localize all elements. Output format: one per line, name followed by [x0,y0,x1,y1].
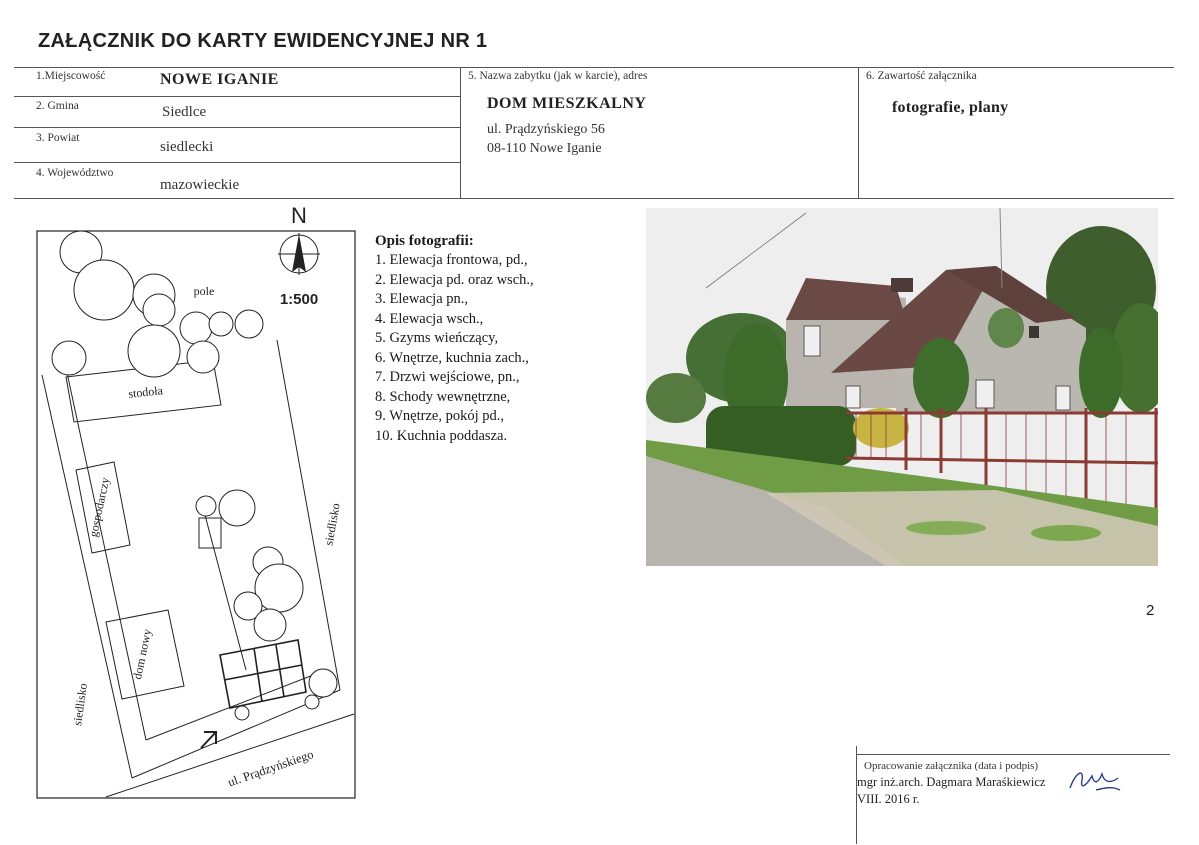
house-photo [646,208,1158,566]
street-label: ul. Prądzyńskiego [226,747,316,790]
footer-label: Opracowanie załącznika (data i podpis) [864,760,1039,772]
nazwa-value: DOM MIESZKALNY [487,95,647,112]
address-line2: 08-110 Nowe Iganie [487,141,602,156]
caption-item: 2. Elewacja pd. oraz wsch., [375,271,534,288]
caption-item: 10. Kuchnia poddasza. [375,427,508,444]
form-top-border [14,67,1174,68]
dom-nowy-label: dom nowy [129,627,155,681]
miejscowosc-value: NOWE IGANIE [160,71,279,88]
address-line1: ul. Prądzyńskiego 56 [487,122,605,137]
page-number: 2 [1146,602,1155,619]
form-col-divider-1 [460,67,461,199]
nazwa-label: 5. Nazwa zabytku (jak w karcie), adres [468,70,648,82]
site-plan [36,200,358,802]
footer-top-border [856,754,1170,755]
caption-item: 4. Elewacja wsch., [375,310,484,327]
form-row-divider-1 [14,96,460,97]
gmina-label: 2. Gmina [36,100,79,112]
footer-author: mgr inż.arch. Dagmara Maraśkiewicz [857,775,1046,789]
form-col-divider-2 [858,67,859,199]
siedlisko-left-label: siedlisko [70,682,90,727]
caption-item: 7. Drzwi wejściowe, pn., [375,369,520,385]
powiat-value: siedlecki [160,139,214,155]
form-row-divider-3 [14,162,460,163]
captions-title: Opis fotografii: [375,233,474,249]
plot-boundaries [42,340,354,797]
caption-item: 3. Elewacja pn., [375,291,469,307]
wojewodztwo-label: 4. Województwo [36,167,114,179]
zawartosc-value: fotografie, plany [892,99,1009,116]
form-row-divider-2 [14,127,460,128]
caption-item: 9. Wnętrze, pokój pd., [375,408,504,424]
form-bottom-border [14,198,1174,199]
powiat-label: 3. Powiat [36,132,80,144]
siedlisko-right-label: siedlisko [321,502,343,547]
scale-label: 1:500 [279,291,319,308]
wojewodztwo-value: mazowieckie [160,177,240,193]
zawartosc-label: 6. Zawartość załącznika [866,70,977,82]
building-dom-mieszkalny [220,640,306,708]
compass-icon [278,233,320,275]
caption-item: 5. Gzyms wieńczący, [375,330,499,346]
caption-item: 1. Elewacja frontowa, pd., [375,252,528,268]
miejscowosc-label: 1.Miejscowość [36,70,106,82]
caption-item: 6. Wnętrze, kuchnia zach., [375,349,529,366]
pole-label: pole [193,284,215,298]
signature-icon [1066,766,1124,796]
footer-date: VIII. 2016 r. [857,792,920,806]
photo-captions [375,233,534,446]
gmina-value: Siedlce [162,104,207,120]
gospodarczy-label: gospodarczy [85,476,113,539]
page-title: ZAŁĄCZNIK DO KARTY EWIDENCYJNEJ NR 1 [38,30,488,52]
stodola-label: stodoła [127,383,164,401]
north-letter: N [291,203,307,228]
caption-item: 8. Schody wewnętrzne, [375,388,511,405]
